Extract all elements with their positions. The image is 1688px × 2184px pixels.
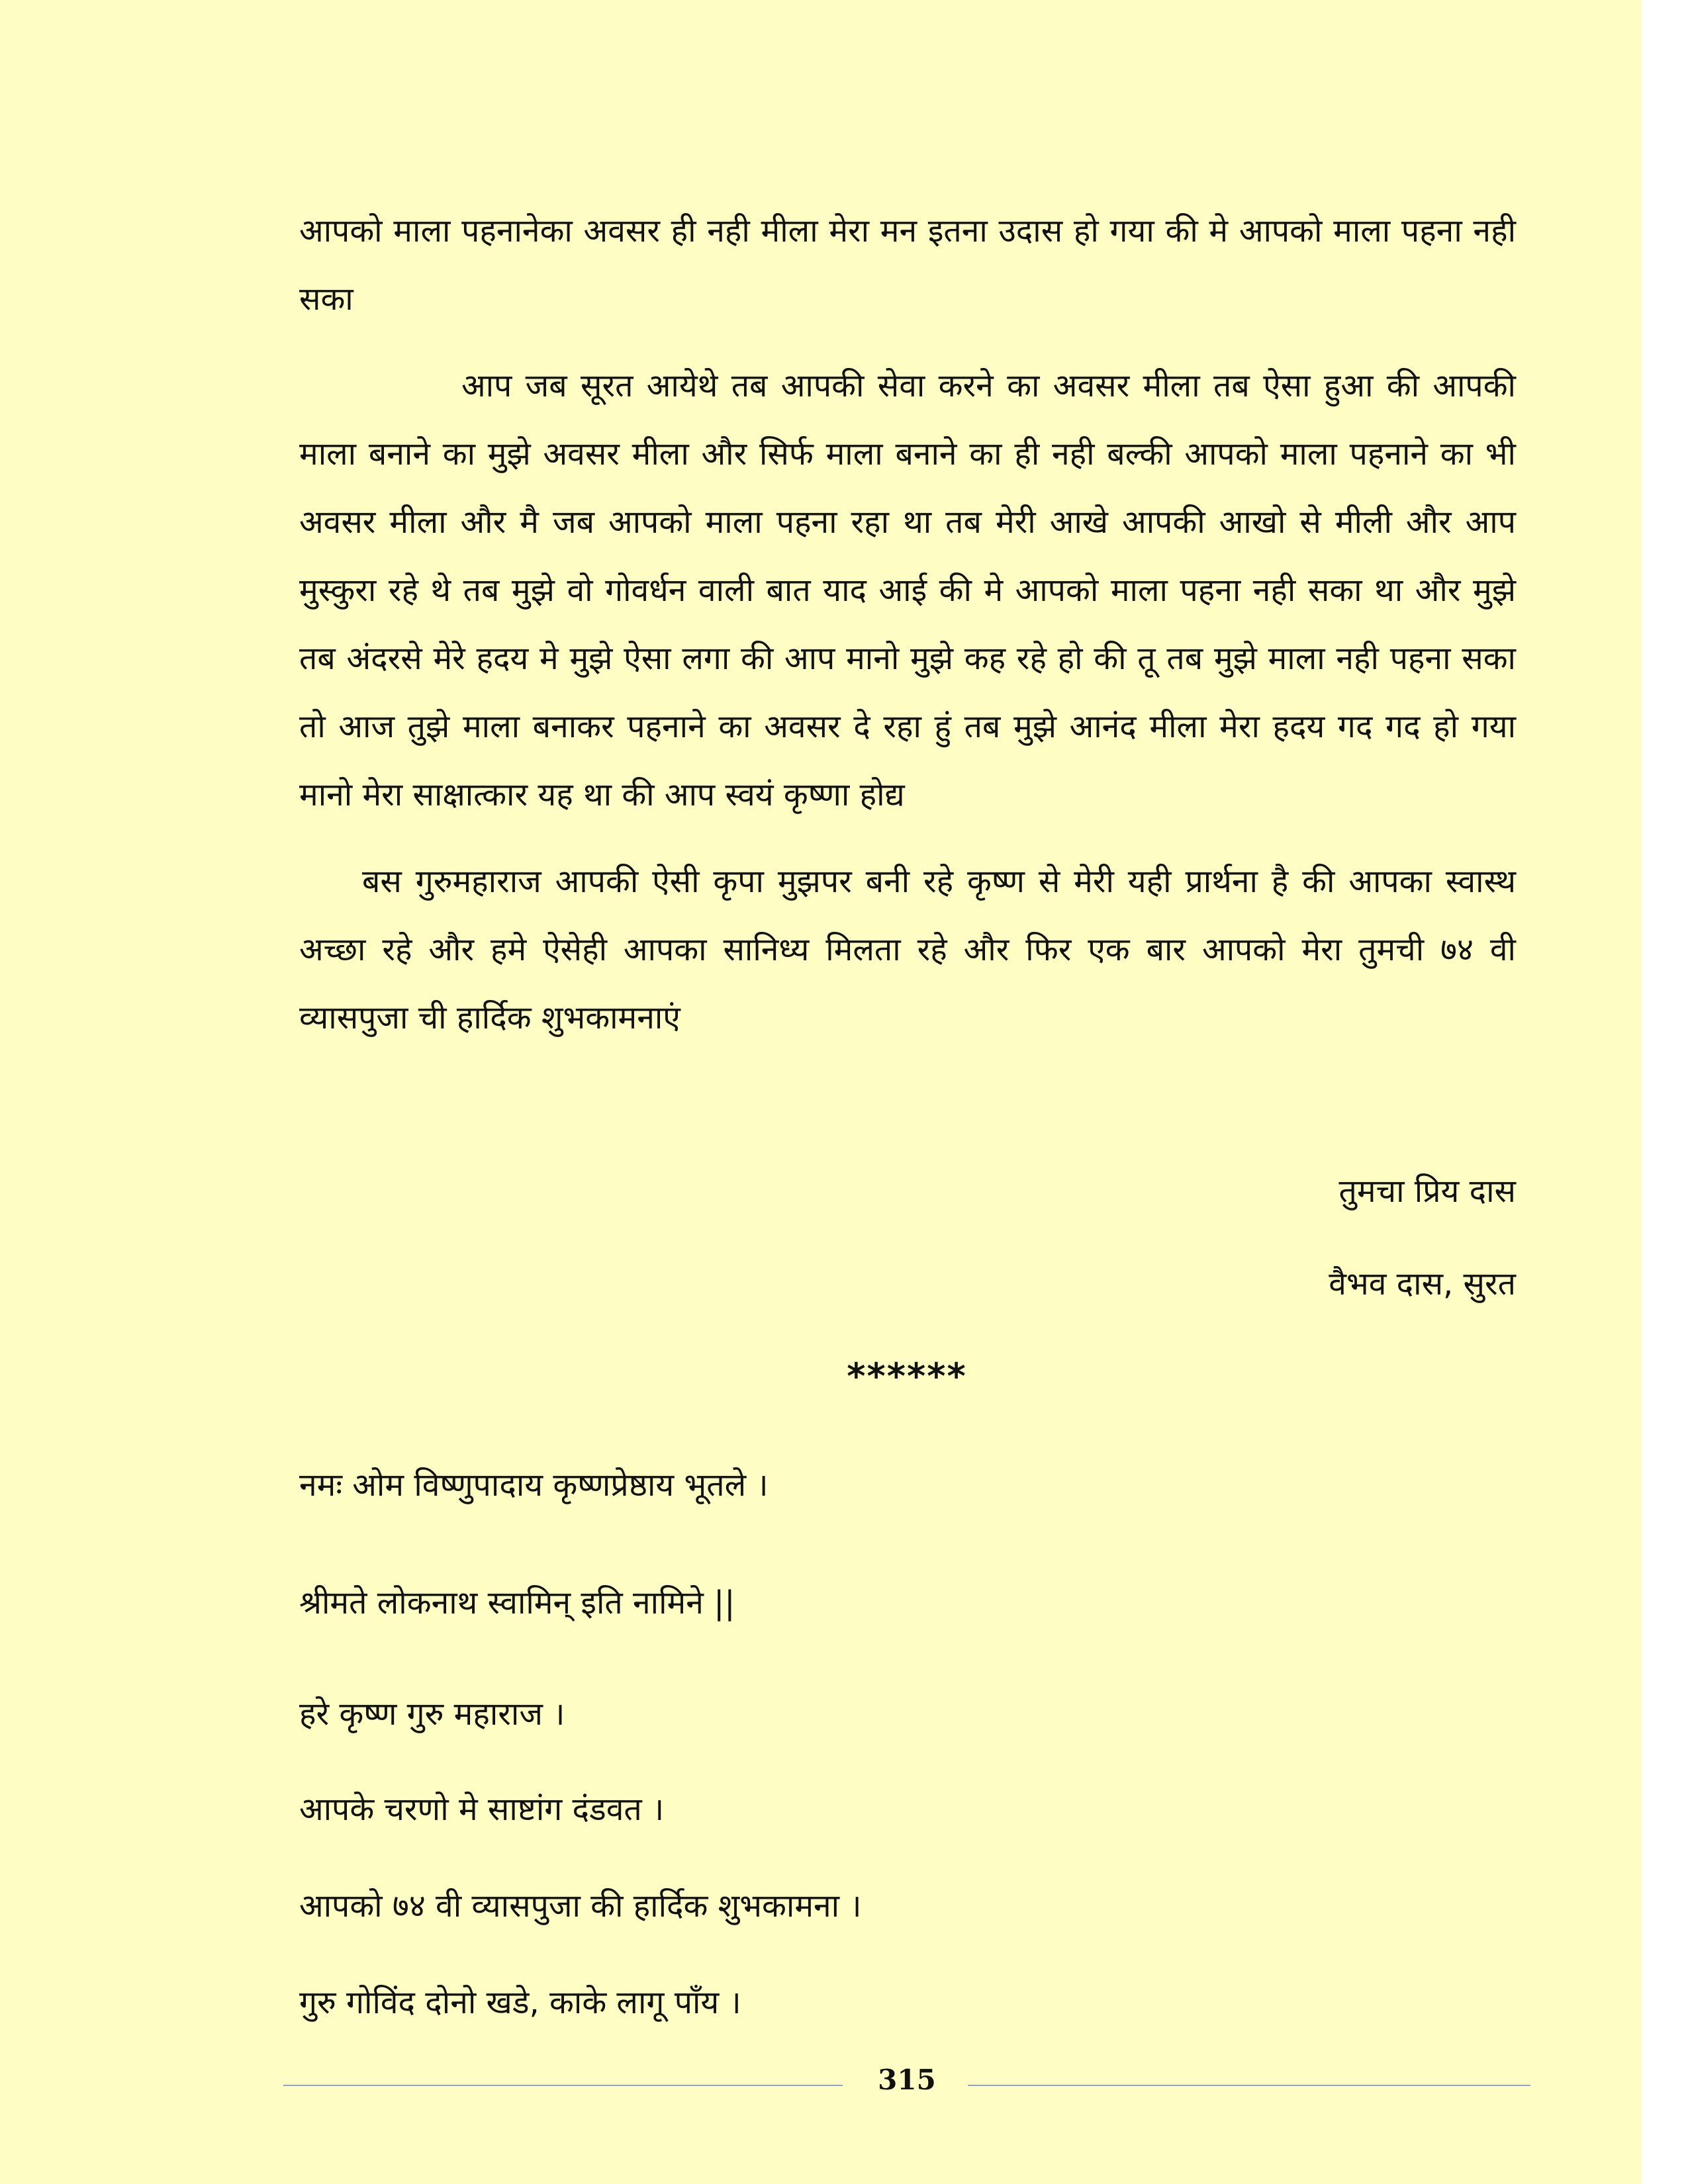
verse-line-1: नमः ओम विष्णुपादाय कृष्णप्रेष्ठाय भूतले ।: [299, 1467, 769, 1504]
section-separator: ******: [847, 1355, 967, 1397]
paragraph-3: बस गुरुमहाराज आपकी ऐसी कृपा मुझपर बनी रहे कृष्ण से मेरी यही प्रार्थना है की आपका स्वास्थ अच्छा रहे और हमे ऐसेही आपका सानिध्य मिलता रहे और फिर एक बार आपको मेरा तुमची ७४ वी व्यासपुजा ची हार्दिक शुभकामनाएं: [299, 863, 1516, 1036]
verse-line-3: हरे कृष्ण गुरु महाराज ।: [299, 1696, 565, 1733]
signature-line-2: वैभव दास, सुरत: [1329, 1265, 1516, 1302]
footer-rule-left: [283, 2085, 843, 2086]
verse-line-2: श्रीमते लोकनाथ स्वामिन् इति नामिने ||: [299, 1584, 735, 1621]
signature-line-1: तुमचा प्रिय दास: [1338, 1173, 1516, 1210]
verse-line-4: आपके चरणो मे साष्टांग दंडवत ।: [299, 1791, 665, 1828]
verse-line-5: आपको ७४ वी व्यासपुजा की हार्दिक शुभकामना ।: [299, 1888, 862, 1925]
body-text: [299, 197, 1516, 1052]
page-number: 315: [878, 2064, 936, 2096]
paragraph-2: आप जब सूरत आयेथे तब आपकी सेवा करने का अवसर मीला तब ऐसा हुआ की आपकी माला बनाने का मुझे अवसर मीला और सिर्फ माला बनाने का ही नही बल्की आपको माला पहनाने का भी अवसर मीला और मै जब आपको माला पहना रहा था तब मेरी आखे आपकी आखो से मीली और आप मुस्कुरा रहे थे तब मुझे वो गोवर्धन वाली बात याद आई की मे आपको माला पहना नही सका था और मुझे तब अंदरसे मेरे हदय मे मुझे ऐसा लगा की आप मानो मुझे कह रहे हो की तू तब मुझे माला नही पहना सका तो आज तुझे माला बनाकर पहनाने का अवसर दे रहा हुं तब मुझे आनंद मीला मेरा हदय गद गद हो गया मानो मेरा साक्षात्कार यह था की आप स्वयं कृष्णा होद्य: [299, 367, 1516, 813]
footer-rule-right: [968, 2085, 1530, 2086]
paragraph-1: आपको माला पहनानेका अवसर ही नही मीला मेरा मन इतना उदास हो गया की मे आपको माला पहना नही सका: [299, 212, 1516, 318]
verse-line-6: गुरु गोविंद दोनो खडे, काके लागू पाँय ।: [299, 1984, 741, 2021]
